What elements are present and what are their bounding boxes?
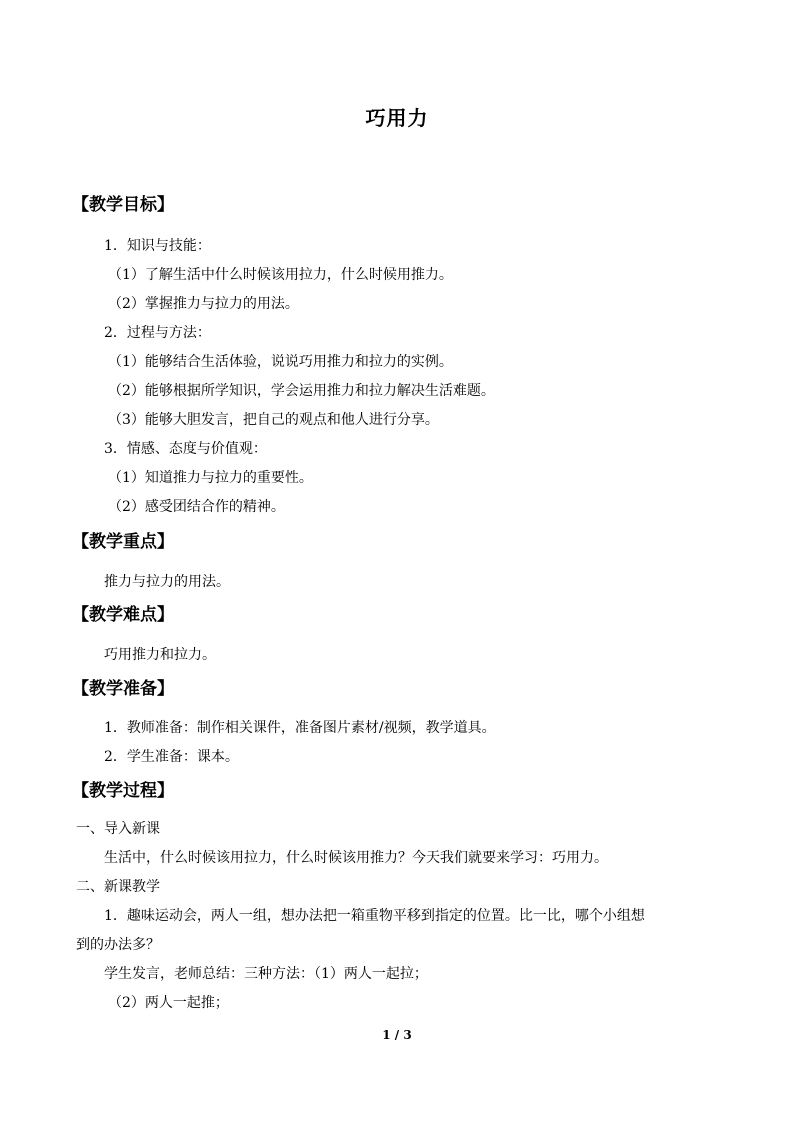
heading-difficulties: 【教学难点】 bbox=[72, 605, 174, 625]
process-paragraph: 1．趣味运动会，两人一组，想办法把一箱重物平移到指定的位置。比一比，哪个小组想 bbox=[104, 908, 645, 924]
objective-line: （1）了解生活中什么时候该用拉力，什么时候用推力。 bbox=[108, 267, 453, 283]
objective-line: （1）能够结合生活体验，说说巧用推力和拉力的实例。 bbox=[108, 354, 453, 370]
preparation-line: 1．教师准备：制作相关课件，准备图片素材/视频，教学道具。 bbox=[104, 720, 496, 736]
objective-line: 2．过程与方法： bbox=[104, 325, 211, 341]
process-part-title: 一、导入新课 bbox=[76, 821, 160, 837]
objective-line: （2）掌握推力与拉力的用法。 bbox=[108, 296, 299, 312]
process-paragraph: 学生发言，老师总结：三种方法：（1）两人一起拉； bbox=[104, 966, 428, 982]
heading-preparation: 【教学准备】 bbox=[72, 679, 174, 699]
page-number: 1 / 3 bbox=[382, 1028, 412, 1042]
objective-line: 3．情感、态度与价值观： bbox=[104, 441, 267, 457]
heading-process: 【教学过程】 bbox=[72, 781, 174, 801]
heading-key-points: 【教学重点】 bbox=[72, 532, 174, 552]
process-paragraph: （2）两人一起推； bbox=[108, 995, 229, 1011]
preparation-line: 2．学生准备：课本。 bbox=[104, 749, 239, 765]
difficulties-text: 巧用推力和拉力。 bbox=[104, 647, 216, 663]
heading-objectives: 【教学目标】 bbox=[72, 195, 174, 215]
key-points-text: 推力与拉力的用法。 bbox=[104, 574, 230, 590]
objective-line: （2）能够根据所学知识，学会运用推力和拉力解决生活难题。 bbox=[108, 383, 495, 399]
objective-line: （2）感受团结合作的精神。 bbox=[108, 499, 285, 515]
page-title: 巧用力 bbox=[365, 106, 429, 130]
process-paragraph: 生活中，什么时候该用拉力，什么时候该用推力？今天我们就要来学习：巧用力。 bbox=[104, 850, 608, 866]
objective-line: （3）能够大胆发言，把自己的观点和他人进行分享。 bbox=[108, 412, 439, 428]
objective-line: 1．知识与技能： bbox=[104, 238, 211, 254]
process-paragraph-continued: 到的办法多？ bbox=[76, 937, 160, 953]
process-part-title: 二、新课教学 bbox=[76, 879, 160, 895]
objective-line: （1）知道推力与拉力的重要性。 bbox=[108, 470, 313, 486]
